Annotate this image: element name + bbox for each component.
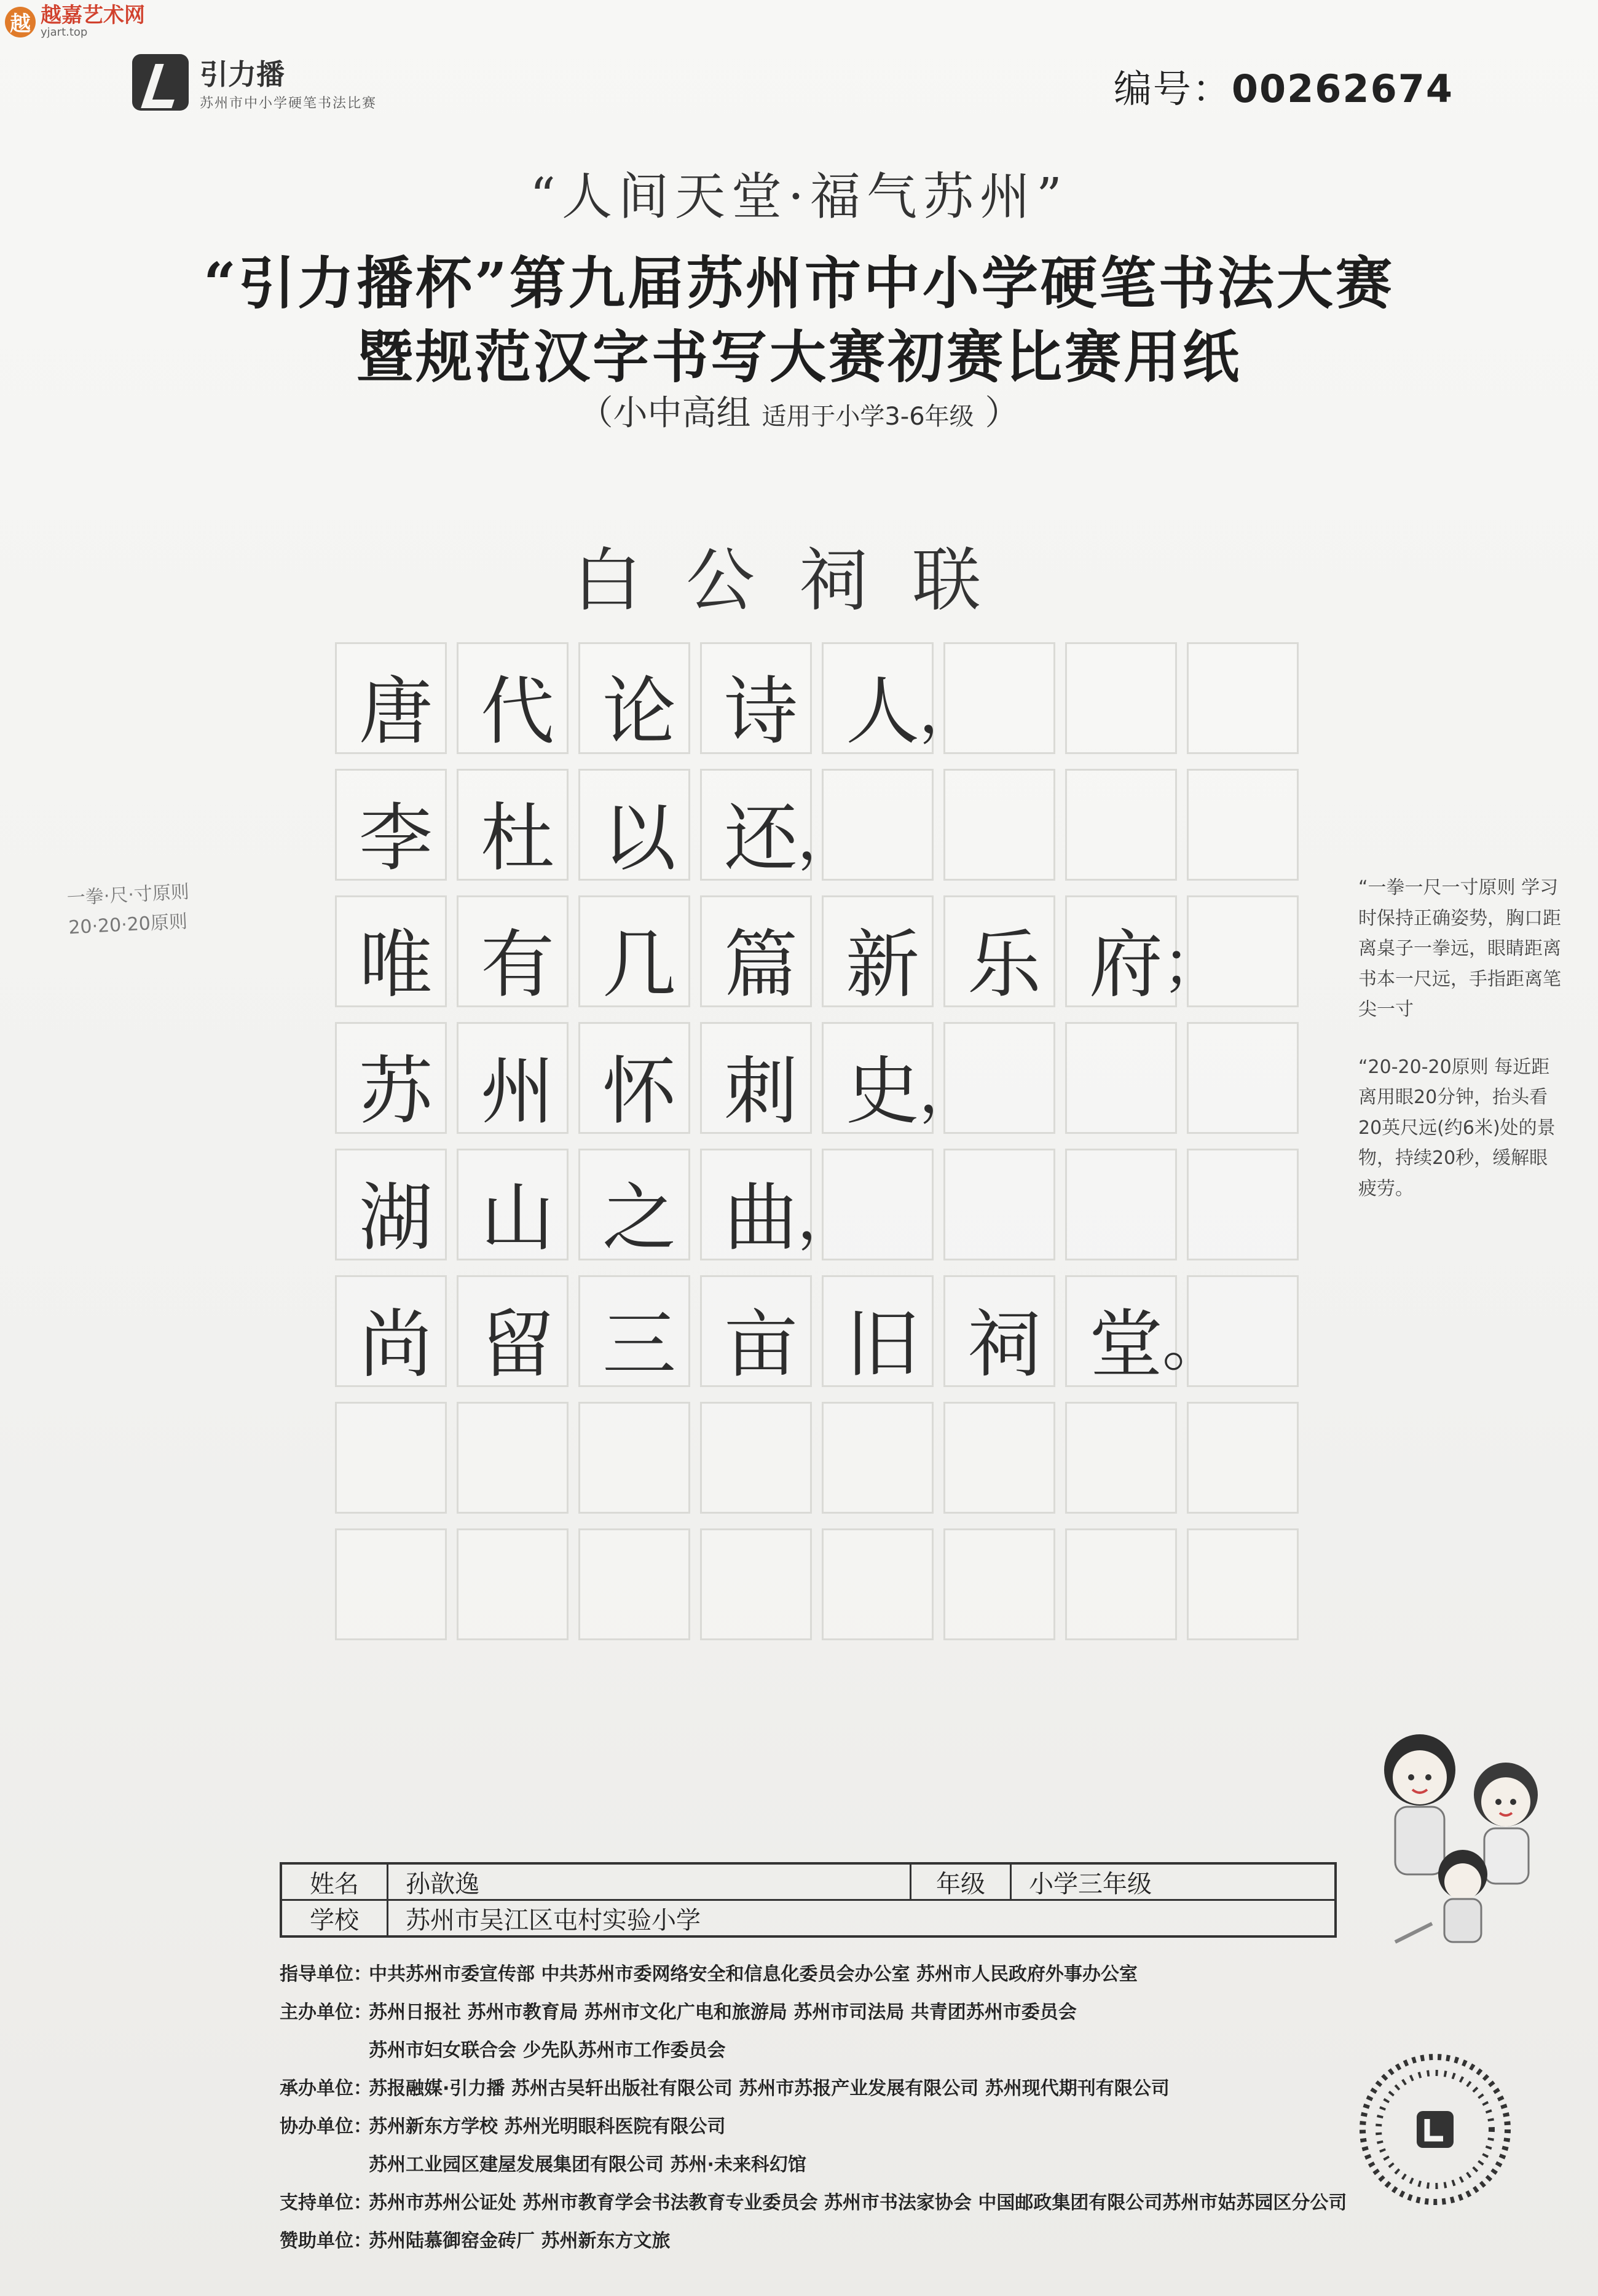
grid-cell — [457, 1402, 569, 1514]
poem-line — [335, 1022, 1380, 1149]
serial-label: 编号： — [1113, 66, 1232, 111]
title-line-2: 暨规范汉字书写大赛初赛比赛用纸 — [356, 324, 1242, 390]
school-label: 学校 — [282, 1901, 388, 1935]
grid-cell — [578, 1402, 690, 1514]
poem-char: 曲 — [724, 1176, 798, 1261]
organizer-role: 承办单位： — [280, 2078, 372, 2099]
grid-cell — [1065, 1402, 1177, 1514]
poem-char: 怀 — [602, 1049, 676, 1134]
poem-char: 有 — [481, 922, 554, 1008]
poem-char: 之 — [602, 1176, 676, 1261]
poem-char: 新 — [846, 922, 919, 1008]
poem-char: 湖 — [359, 1176, 433, 1261]
grid-cell — [1065, 1528, 1177, 1640]
organizer-line — [280, 2032, 1447, 2070]
info-table — [280, 1862, 1337, 1938]
brand-logo — [132, 52, 377, 112]
organizer-role — [280, 2146, 369, 2184]
poem-line — [335, 769, 1380, 895]
organizer-role: 主办单位： — [280, 2002, 372, 2023]
poem-punctuation: ， — [919, 675, 980, 747]
slogan: “人间天堂·福气苏州” — [530, 168, 1068, 226]
poem-char: 史 — [846, 1049, 919, 1134]
serial-value: 00262674 — [1231, 66, 1454, 111]
brand-mark-icon — [132, 54, 189, 111]
watermark-name: 越嘉艺术网 — [41, 3, 145, 28]
children-illustration-icon — [1358, 1721, 1567, 1954]
info-row-school — [282, 1901, 1334, 1935]
poem-body — [335, 642, 1380, 1402]
poem-char: 论 — [602, 669, 676, 755]
poem-punctuation: ； — [1162, 928, 1224, 1000]
poem-line — [335, 642, 1380, 769]
poem-punctuation: ， — [797, 1181, 859, 1253]
pencil-note-line-1: 一拳·尺·寸原则 — [66, 881, 190, 910]
group-note: 适用于小学3-6年级 — [762, 403, 974, 431]
side-note — [1358, 873, 1561, 1231]
organizer-names: 苏州市苏州公证处 苏州市教育学会书法教育专业委员会 苏州市书法家协会 中国邮政集团有限公司苏州市姑苏园区分公司 — [369, 2192, 1347, 2214]
poem-char: 亩 — [724, 1302, 798, 1388]
organizer-names: 苏州日报社 苏州市教育局 苏州市文化广电和旅游局 苏州市司法局 共青团苏州市委员会 — [369, 2002, 1077, 2023]
poem-line — [335, 1275, 1380, 1402]
grid-cell — [578, 1528, 690, 1640]
poem-punctuation: ， — [797, 801, 859, 873]
grid-cell — [1187, 1402, 1299, 1514]
watermark-logo-icon: 越 — [5, 7, 36, 37]
group-open: （小中高组 — [578, 393, 751, 433]
organizer-line — [280, 2070, 1447, 2108]
organizer-names: 苏州新东方学校 苏州光明眼科医院有限公司 — [369, 2116, 726, 2137]
grid-cell — [700, 1528, 812, 1640]
grade-value: 小学三年级 — [1029, 1869, 1152, 1898]
watermark-url: yjart.top — [41, 26, 88, 39]
poem-line — [335, 895, 1380, 1022]
group-close: ） — [985, 393, 1020, 433]
poem-char: 尚 — [359, 1302, 433, 1388]
organizer-line — [280, 2146, 1447, 2184]
poem-line — [335, 1149, 1380, 1275]
organizer-line — [280, 2222, 1447, 2260]
poem-char: 李 — [359, 796, 433, 881]
organizer-role: 协办单位： — [280, 2116, 372, 2137]
poem-char: 以 — [602, 796, 676, 881]
poem-char: 留 — [481, 1302, 554, 1388]
brand-subtitle: 苏州市中小学硬笔书法比赛 — [200, 96, 377, 111]
poem-char: 旧 — [846, 1302, 919, 1388]
organizer-names: 苏州市妇女联合会 少先队苏州市工作委员会 — [369, 2040, 726, 2061]
organizer-line — [280, 2184, 1447, 2222]
organizer-line — [280, 1994, 1447, 2032]
grid-cell — [335, 1528, 447, 1640]
poem-char: 代 — [481, 669, 554, 755]
poem-char: 山 — [481, 1176, 554, 1261]
name-value: 孙歆逸 — [388, 1865, 911, 1899]
poem-punctuation: 。 — [1162, 1308, 1224, 1380]
side-note-rule-2: “20-20-20原则 每近距离用眼20分钟，抬头看20英尺远(约6米)处的景物，持续20秒，缓解眼疲劳。 — [1358, 1056, 1556, 1200]
grid-row — [335, 1528, 1306, 1640]
title-line-1: “引力播杯”第九届苏州市中小学硬笔书法大赛 — [203, 250, 1395, 316]
school-value: 苏州市吴江区屯村实验小学 — [406, 1906, 701, 1935]
organizer-line — [280, 2108, 1447, 2146]
poem-char: 刺 — [724, 1049, 798, 1134]
name-label: 姓名 — [282, 1865, 388, 1899]
pencil-note-line-2: 20·20·20原则 — [68, 911, 188, 939]
poem-char: 唐 — [359, 669, 433, 755]
organizers — [280, 1956, 1447, 2260]
organizer-names: 中共苏州市委宣传部 中共苏州市委网络安全和信息化委员会办公室 苏州市人民政府外事办公室 — [369, 1964, 1138, 1985]
poem-char: 几 — [602, 922, 676, 1008]
grid-cell — [1187, 1528, 1299, 1640]
organizer-names: 苏州工业园区建屋发展集团有限公司 苏州·未来科幻馆 — [369, 2154, 806, 2176]
poem-char: 州 — [481, 1049, 554, 1134]
poem-char: 堂 — [1089, 1302, 1163, 1388]
grid-cell — [335, 1402, 447, 1514]
poem-char: 乐 — [967, 922, 1041, 1008]
grid-row — [335, 1402, 1306, 1514]
serial-number — [1114, 58, 1454, 113]
grid-cell — [943, 1402, 1055, 1514]
watermark — [5, 5, 145, 39]
poem-char: 诗 — [724, 669, 798, 755]
organizer-line — [280, 1956, 1447, 1994]
poem-char: 祠 — [967, 1302, 1041, 1388]
organizer-names: 苏州陆慕御窑金砖厂 苏州新东方文旅 — [369, 2230, 671, 2252]
poem-char: 府 — [1089, 922, 1163, 1008]
organizer-role: 支持单位： — [280, 2192, 372, 2214]
side-note-rule-1: “一拳一尺一寸原则 学习时保持正确姿势，胸口距离桌子一拳远，眼睛距离书本一尺远，手指距离笔尖一寸 — [1358, 877, 1561, 1020]
organizer-names: 苏报融媒·引力播 苏州古吴轩出版社有限公司 苏州市苏报产业发展有限公司 苏州现代期刊有限公司 — [369, 2078, 1170, 2099]
poem-punctuation: ， — [919, 1055, 980, 1126]
poem-char: 唯 — [359, 922, 433, 1008]
grid-cell — [822, 1402, 934, 1514]
grid-cell — [943, 1528, 1055, 1640]
poem-char: 篇 — [724, 922, 798, 1008]
info-row-name-grade — [282, 1865, 1334, 1901]
grade-label: 年级 — [911, 1865, 1012, 1899]
organizer-role: 指导单位： — [280, 1964, 372, 1985]
grid-cell — [700, 1402, 812, 1514]
poem-char: 杜 — [481, 796, 554, 881]
poem-char: 三 — [602, 1302, 676, 1388]
pencil-note — [66, 874, 266, 943]
brand-name: 引力播 — [200, 58, 285, 91]
organizer-role — [280, 2032, 369, 2070]
grid-cell — [457, 1528, 569, 1640]
grid-cell — [822, 1528, 934, 1640]
poem-char: 苏 — [359, 1049, 433, 1134]
qr-code-icon — [1358, 2053, 1512, 2206]
poem-char: 人 — [846, 669, 919, 755]
group-label — [0, 386, 1598, 435]
organizer-role: 赞助单位： — [280, 2230, 372, 2252]
poem-char: 还 — [724, 796, 798, 881]
poem-title: 白公祠联 — [573, 541, 1025, 621]
